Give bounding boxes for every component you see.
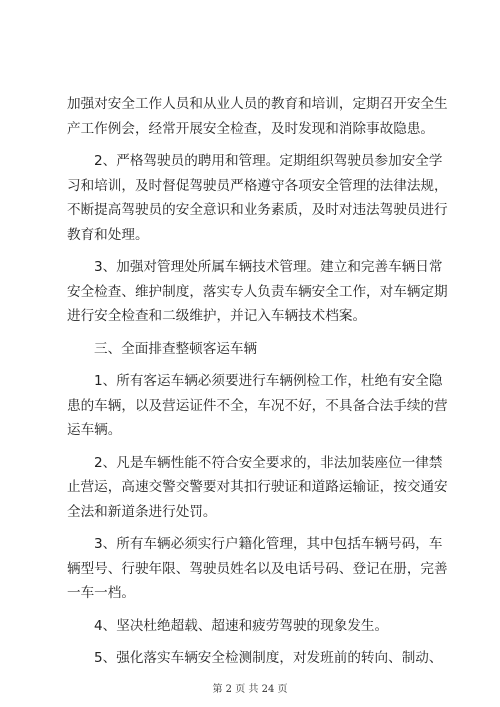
paragraph-gap [67,443,437,451]
text-line: 5、强化落实车辆安全检测制度，对发班前的转向、制动、 [94,650,443,666]
paragraph [67,255,448,329]
paragraph [67,532,448,606]
text-line: 三、全面排查整顿客运车辆 [94,340,258,357]
text-line: 安全检查、维护制度，落实专人负责车辆安全工作，对车辆定期 [67,283,448,300]
paragraph-gap [67,638,437,646]
paragraph-gap [67,329,437,337]
text-line: 2、凡是车辆性能不符合安全要求的，非法加装座位一律禁 [94,454,443,471]
paragraph-gap [67,141,437,149]
paragraph [67,646,443,671]
paragraph-gap [67,606,437,614]
paragraph [67,369,448,443]
text-line: 辆型号、行驶年限、驾驶员姓名以及电话号码、登记在册，完善 [67,560,448,577]
text-line: 1、所有客运车辆必须要进行车辆例检工作，杜绝有安全隐 [94,373,443,389]
paragraph [67,451,448,525]
paragraph-gap [67,361,437,369]
paragraph [67,149,448,247]
text-line: 运车辆。 [67,422,122,438]
paragraph-gap [67,524,437,532]
text-line: 习和培训，及时督促驾驶员严格遵守各项安全管理的法律法规， [67,177,448,194]
text-line: 加强对安全工作人员和从业人员的教育和培训，定期召开安全生 [67,96,448,112]
text-line: 3、所有车辆必须实行户籍化管理，其中包括车辆号码，车 [94,536,443,552]
text-line: 产工作例会，经常开展安全检查，及时发现和消除事故隐患。 [67,120,435,137]
text-line: 不断提高驾驶员的安全意识和业务素质，及时对违法驾驶员进行 [67,202,448,218]
text-line: 全法和新道条进行处罚。 [67,503,217,520]
text-line: 进行安全检查和二级维护，并记入车辆技术档案。 [67,308,367,324]
text-line: 一车一档。 [67,585,135,601]
paragraph-gap [67,247,437,255]
document-body [67,92,448,671]
text-line: 患的车辆，以及营运证件不全，车况不好，不具备合法手续的营 [67,397,448,414]
paragraph [67,614,437,639]
text-line: 4、坚决杜绝超载、超速和疲劳驾驶的现象发生。 [94,617,389,634]
text-line: 3、加强对管理处所属车辆技术管理。建立和完善车辆日常 [94,259,443,275]
text-line: 2、严格驾驶员的聘用和管理。定期组织驾驶员参加安全学 [94,153,443,169]
paragraph [67,337,437,362]
page-footer: 第 2 页 共 24 页 [212,684,288,695]
paragraph [67,92,448,141]
text-line: 教育和处理。 [67,226,149,243]
text-line: 止营运，高速交警交警要对其扣行驶证和道路运输证，按交通安 [67,479,448,495]
